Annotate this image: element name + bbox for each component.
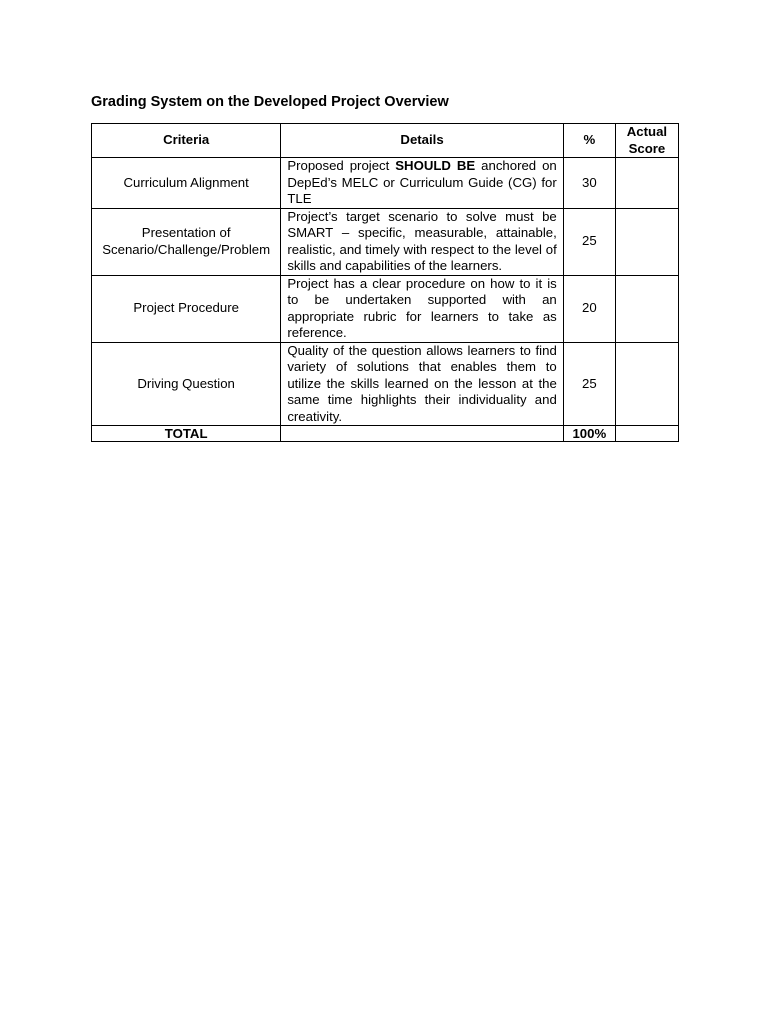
details-text: anchored on DepEd’s MELC or Curriculum Guide (CG) for TLE — [287, 158, 557, 206]
actual-score-cell — [615, 342, 678, 426]
details-cell: Project has a clear procedure on how to it is to be undertaken supported with an appropriate rubric for learners to take as reference. — [281, 275, 563, 342]
total-percent: 100% — [563, 426, 615, 442]
actual-score-cell — [615, 275, 678, 342]
percent-cell: 20 — [563, 275, 615, 342]
criteria-cell: Curriculum Alignment — [92, 158, 281, 209]
details-cell: Quality of the question allows learners to find variety of solutions that enables them to utilize the skills learned on the lesson at the same time highlights their individuality and creativity. — [281, 342, 563, 426]
criteria-cell: Driving Question — [92, 342, 281, 426]
table-row — [92, 275, 679, 342]
actual-score-cell — [615, 208, 678, 275]
header-criteria: Criteria — [92, 124, 281, 158]
table-row — [92, 208, 679, 275]
criteria-cell: Presentation of Scenario/Challenge/Problem — [92, 208, 281, 275]
table-header-row — [92, 124, 679, 158]
percent-cell: 25 — [563, 208, 615, 275]
details-text: Proposed project — [287, 158, 396, 173]
header-percent: % — [563, 124, 615, 158]
total-details-cell — [281, 426, 563, 442]
grading-table — [91, 123, 679, 442]
total-label: TOTAL — [92, 426, 281, 442]
actual-score-cell — [615, 158, 678, 209]
header-actual-score: Actual Score — [615, 124, 678, 158]
table-row — [92, 342, 679, 426]
header-details: Details — [281, 124, 563, 158]
percent-cell: 30 — [563, 158, 615, 209]
details-emphasis: SHOULD BE — [395, 158, 476, 173]
percent-cell: 25 — [563, 342, 615, 426]
total-row — [92, 426, 679, 442]
table-row — [92, 158, 679, 209]
page-title: Grading System on the Developed Project Overview — [91, 94, 449, 110]
details-cell: Project’s target scenario to solve must be SMART – specific, measurable, attainable, realistic, and timely with respect to the level of skills and capabilities of the learners. — [281, 208, 563, 275]
criteria-cell: Project Procedure — [92, 275, 281, 342]
details-cell — [281, 158, 563, 209]
total-actual-score-cell — [615, 426, 678, 442]
